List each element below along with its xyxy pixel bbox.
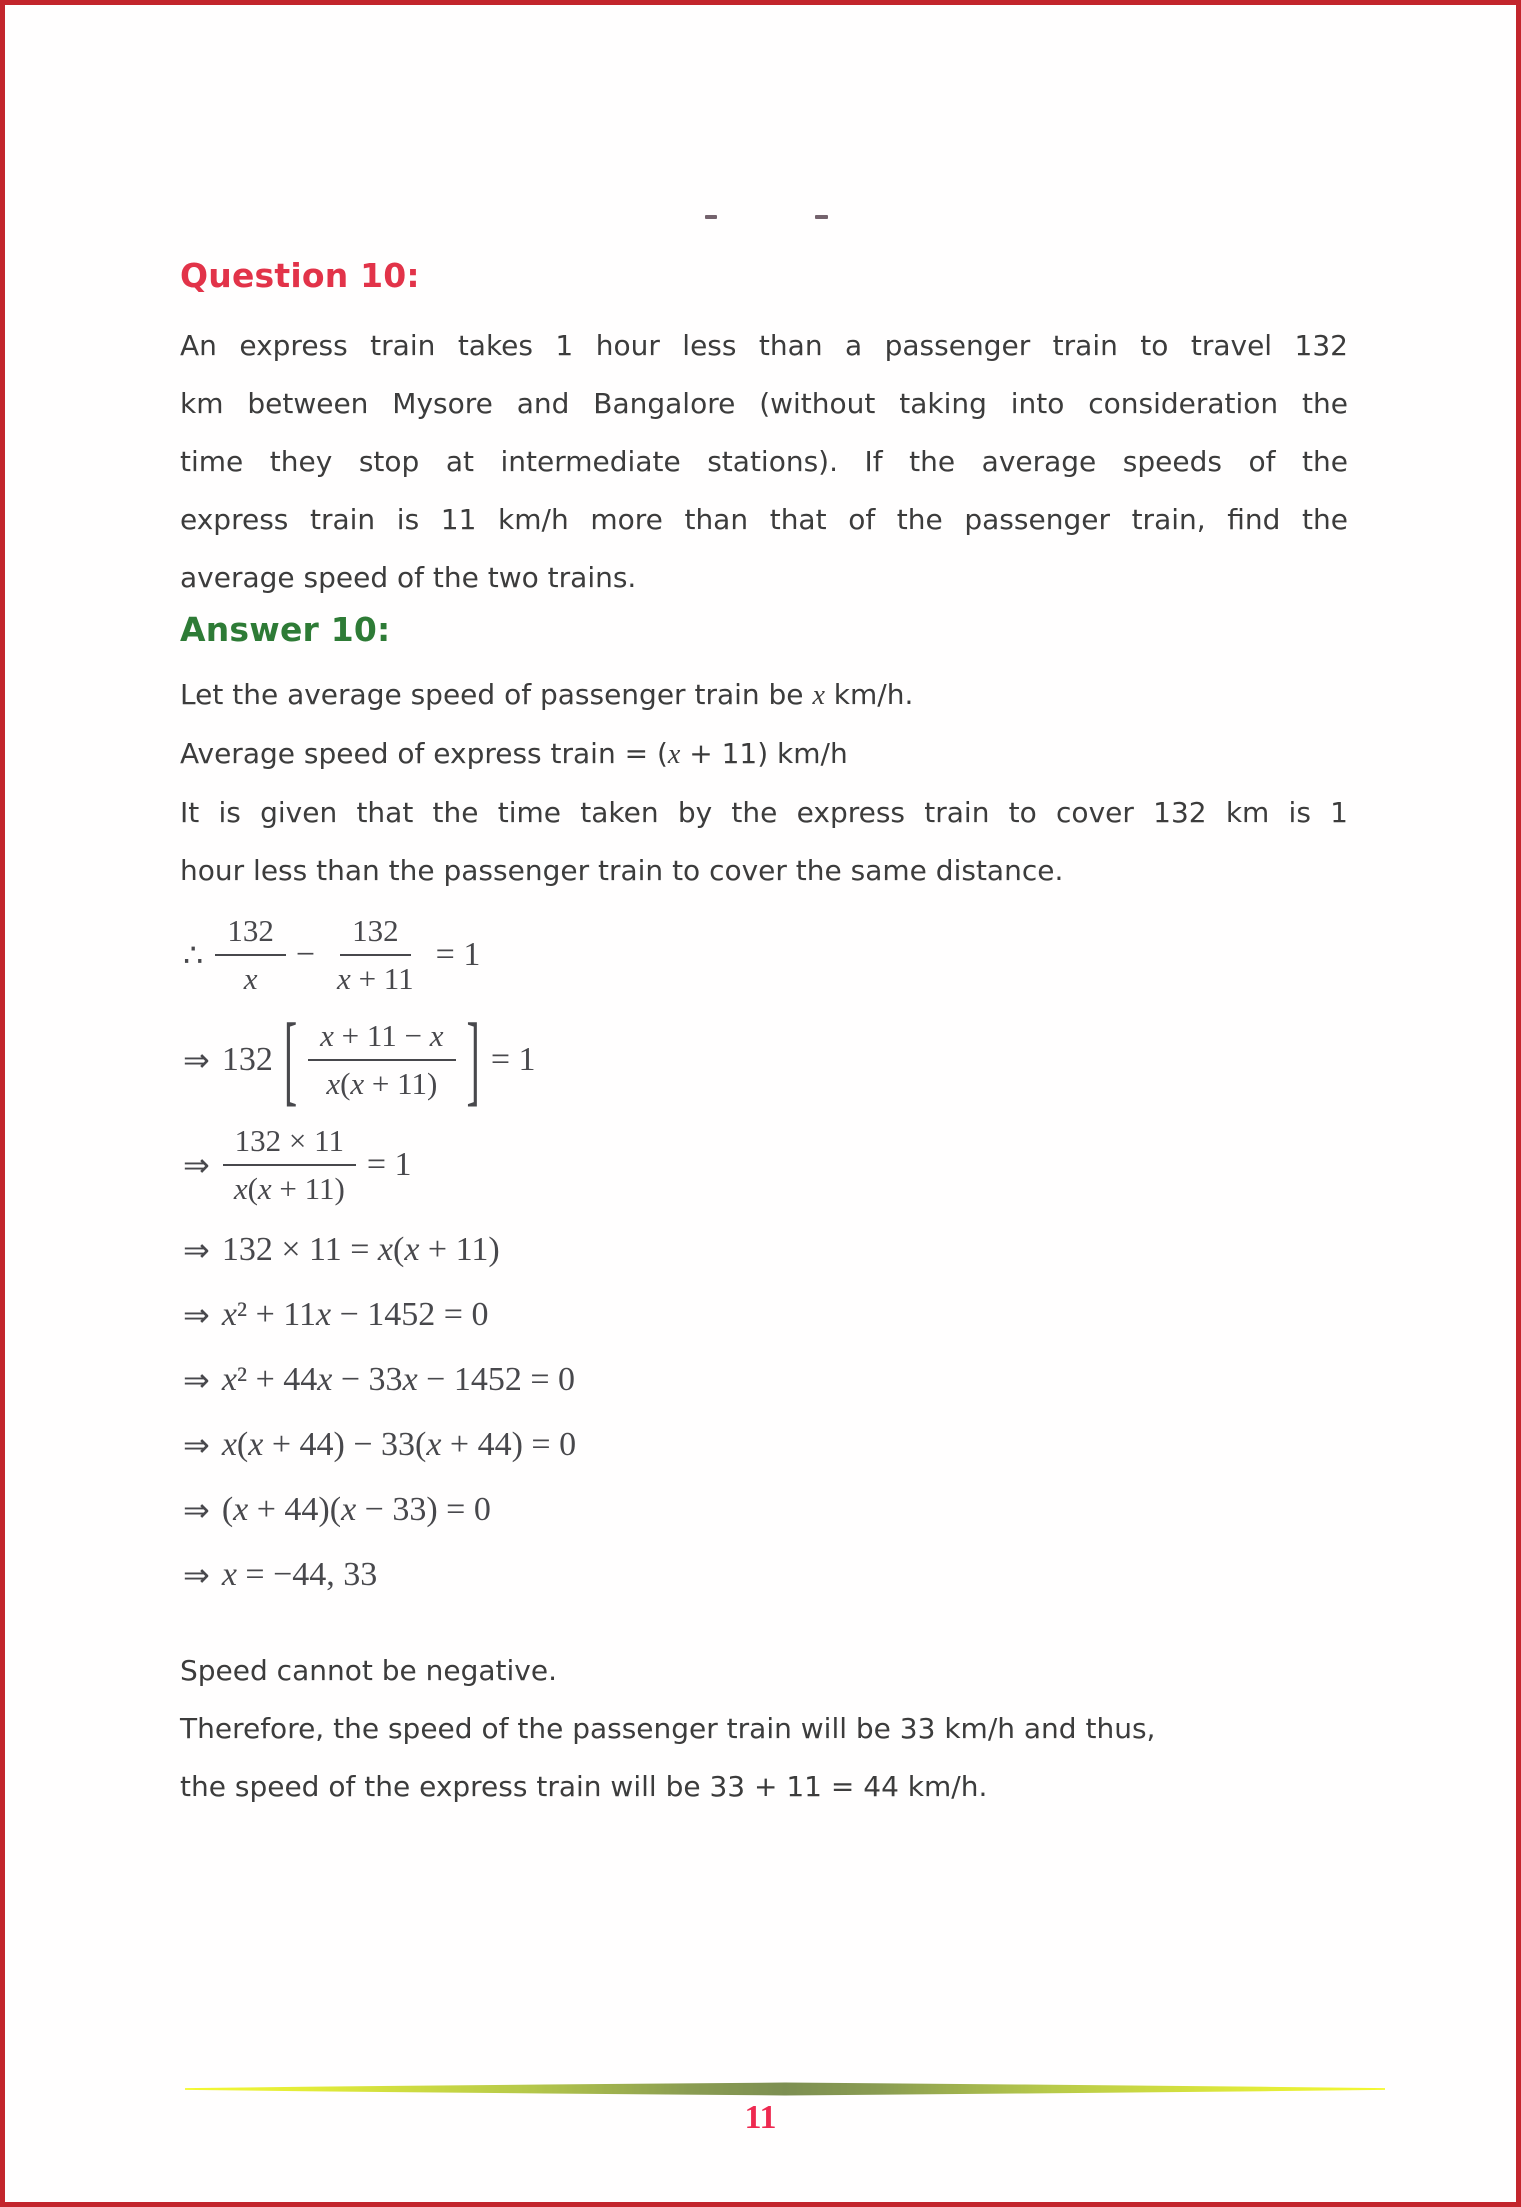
equation-lead-symbol: ⇒ [183, 1491, 210, 1529]
equation-lead-symbol: ⇒ [183, 1041, 210, 1079]
equation-row [183, 1121, 1283, 1209]
text-line: average speed of the two trains. [180, 561, 637, 594]
equation-row [183, 1001, 1283, 1117]
conclusion-text [180, 1642, 1348, 1816]
math-variable: x [233, 1171, 248, 1206]
math-variable: x [243, 961, 258, 996]
equation-text: 132 × 11 = x(x + 11) [221, 1231, 500, 1268]
equation-text: = 1 [435, 936, 481, 973]
question-heading: Question 10: [180, 256, 420, 295]
text-line: An express train takes 1 hour less than a passenger train to travel 132 [180, 329, 1348, 362]
math-variable: x [337, 961, 351, 996]
text-line: Therefore, the speed of the passenger train will be 33 km/h and thus, [180, 1712, 1156, 1745]
equation-block [183, 911, 1283, 1616]
equation-lead-symbol: ⇒ [183, 1556, 210, 1594]
text-line: Average speed of express train = (x + 11) km/h [180, 737, 848, 770]
answer-heading: Answer 10: [180, 610, 391, 649]
fraction-numerator: x + 11 − x [308, 1016, 455, 1061]
math-variable: x [404, 1231, 420, 1268]
math-variable: x [812, 680, 825, 711]
math-variable: x [341, 1491, 357, 1528]
question-text [180, 317, 1348, 607]
math-variable: x [257, 1171, 272, 1206]
equation-lead-symbol: ⇒ [183, 1296, 210, 1334]
equation-lead-symbol: ⇒ [183, 1146, 210, 1184]
equation-text: x(x + 44) − 33(x + 44) = 0 [221, 1426, 577, 1463]
math-variable: x [326, 1066, 341, 1101]
equation-lead-symbol: ⇒ [183, 1361, 210, 1399]
equation-text: x² + 11x − 1452 = 0 [221, 1296, 489, 1333]
equation-lead-symbol: ⇒ [183, 1426, 210, 1464]
text-line: It is given that the time taken by the express train to cover 132 km is 1 [180, 796, 1348, 829]
math-variable: x [233, 1491, 249, 1528]
fraction [325, 911, 426, 999]
math-variable: x [320, 1018, 334, 1053]
equation-row [183, 1356, 1283, 1404]
equation-row [183, 1486, 1283, 1534]
right-bracket: ] [466, 1001, 480, 1117]
equation-row [183, 1421, 1283, 1469]
fraction-denominator: x(x + 11) [326, 1066, 438, 1101]
text-line: Speed cannot be negative. [180, 1654, 557, 1687]
math-variable: x [248, 1426, 264, 1463]
footer-divider-line [185, 2082, 1385, 2096]
fraction [308, 1016, 455, 1104]
equation-row [183, 1551, 1283, 1599]
fraction-denominator: x(x + 11) [233, 1171, 345, 1206]
math-variable: x [221, 1426, 237, 1463]
math-variable: x [667, 739, 681, 770]
equation-text: x² + 44x − 33x − 1452 = 0 [221, 1361, 576, 1398]
left-bracket: [ [283, 1001, 298, 1117]
text-line: the speed of the express train will be 33 + 11 = 44 km/h. [180, 1770, 988, 1803]
equation-text: − [295, 936, 316, 973]
page-number: 11 [744, 2099, 777, 2136]
equation-lead-symbol: ∴ [183, 936, 204, 974]
math-variable: x [377, 1231, 393, 1268]
math-variable: x [221, 1361, 237, 1398]
equation-row [183, 1291, 1283, 1339]
scan-artifact-dash [815, 215, 828, 219]
text-line: hour less than the passenger train to cover the same distance. [180, 854, 1064, 887]
math-variable: x [350, 1066, 365, 1101]
math-variable: x [429, 1018, 444, 1053]
math-variable: x [316, 1296, 332, 1333]
text-line: express train is 11 km/h more than that of the passenger train, find the [180, 503, 1348, 536]
fraction [222, 1121, 357, 1209]
equation-lead-symbol: ⇒ [183, 1231, 210, 1269]
text-line: km between Mysore and Bangalore (without taking into consideration the [180, 387, 1348, 420]
equation-row [183, 911, 1283, 999]
equation-text: x = −44, 33 [221, 1556, 378, 1593]
equation-text: 132 [221, 1041, 273, 1078]
text-line: Let the average speed of passenger train be x km/h. [180, 678, 914, 711]
equation-text: (x + 44)(x − 33) = 0 [221, 1491, 491, 1528]
fraction [215, 911, 286, 999]
equation-text: = 1 [490, 1041, 536, 1078]
fraction-denominator: x + 11 [337, 961, 414, 996]
text-line: time they stop at intermediate stations). If the average speeds of the [180, 445, 1348, 478]
math-variable: x [221, 1296, 237, 1333]
equation-text: = 1 [366, 1146, 412, 1183]
fraction-numerator: 132 [340, 911, 411, 956]
fraction-numerator: 132 × 11 [223, 1121, 356, 1166]
equation-row [183, 1226, 1283, 1274]
math-variable: x [317, 1361, 333, 1398]
math-variable: x [402, 1361, 418, 1398]
fraction-denominator [232, 956, 270, 999]
fraction-numerator: 132 [215, 911, 286, 956]
scan-artifact-dash [705, 215, 717, 219]
answer-intro-text [180, 666, 1348, 900]
math-variable: x [221, 1556, 237, 1593]
math-variable: x [426, 1426, 442, 1463]
